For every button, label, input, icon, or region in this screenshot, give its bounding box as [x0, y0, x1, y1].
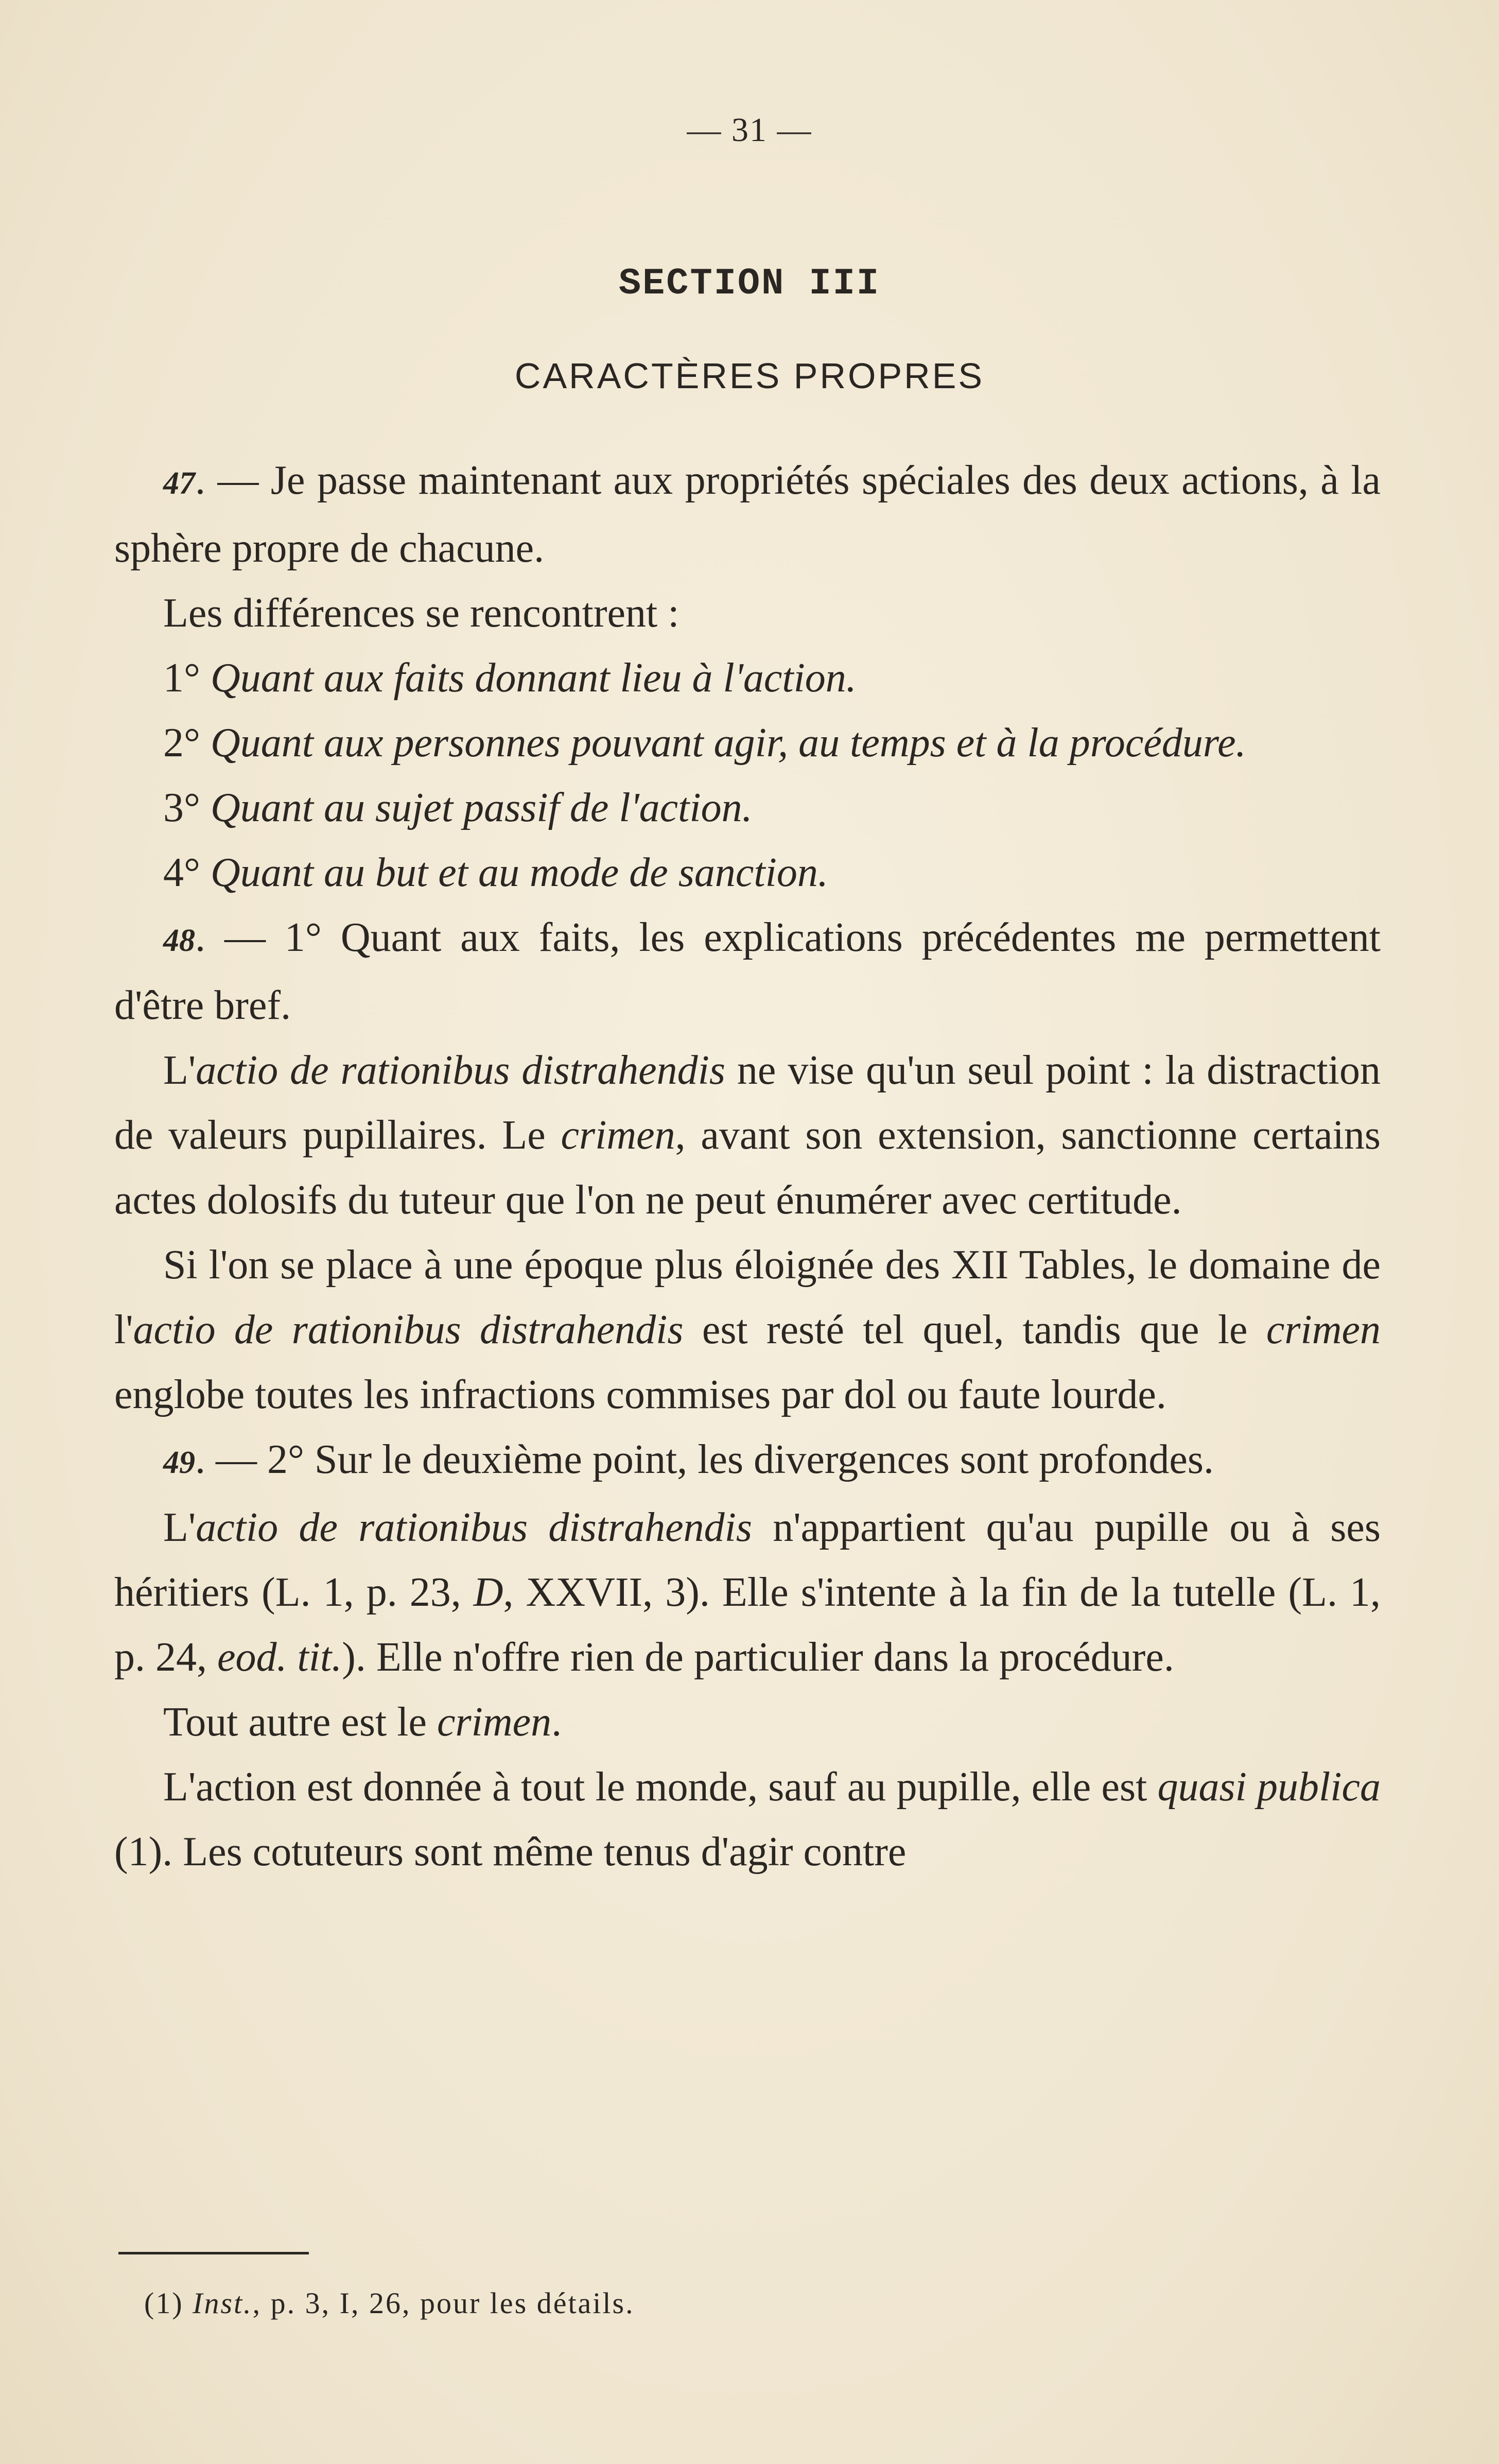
- list-number: 4°: [163, 850, 200, 895]
- list-item-1: [114, 646, 1381, 710]
- italic-run: actio de rationibus distrahendis: [196, 1505, 752, 1550]
- list-item-2: [114, 710, 1381, 775]
- text-run: , avant son extension, sanctionne certains actes dolosifs du tuteur que l'on ne peut énumérer avec certitude.: [114, 1113, 1381, 1223]
- text-run: (1). Les cotuteurs sont même tenus d'agir contre: [114, 1829, 907, 1875]
- list-text: Quant au but et au mode de sanction.: [211, 850, 828, 895]
- paragraph-differences: [114, 581, 1381, 646]
- italic-run: actio de rationibus distrahendis: [133, 1307, 684, 1352]
- list-number: 1°: [163, 655, 200, 701]
- page-number: — 31 —: [687, 111, 812, 149]
- text-run: ). Elle n'offre rien de particulier dans la procédure.: [342, 1635, 1174, 1680]
- list-number: 3°: [163, 785, 200, 830]
- italic-run: quasi publica: [1157, 1764, 1381, 1810]
- paragraph-text: . — Je passe maintenant aux propriétés spéciales des deux actions, à la sphère propre de chacune.: [114, 458, 1381, 571]
- text-run: englobe toutes les infractions commises par dol ou faute lourde.: [114, 1372, 1166, 1417]
- list-item-4: [114, 840, 1381, 905]
- paragraph-action: [114, 1755, 1381, 1884]
- paragraph-text: . — 2° Sur le deuxième point, les divergences sont profondes.: [195, 1437, 1214, 1482]
- paragraph-si: [114, 1233, 1381, 1427]
- paragraph-49: [114, 1427, 1381, 1495]
- italic-run: actio de rationibus distrahendis: [196, 1048, 725, 1093]
- list-number: 2°: [163, 720, 200, 766]
- italic-run: crimen: [561, 1113, 675, 1158]
- paragraph-tout: [114, 1690, 1381, 1755]
- section-title: SECTION III: [618, 263, 881, 305]
- paragraph-number: 47: [163, 466, 195, 501]
- paragraph-number: 48: [163, 923, 195, 958]
- italic-run: crimen: [437, 1699, 552, 1745]
- body-text: [114, 448, 1381, 1884]
- text-run: , p. 3, I, 26, pour les détails.: [252, 2286, 635, 2320]
- italic-run: eod. tit.: [217, 1635, 342, 1680]
- text-run: n'appartient qu'au pupille ou à ses héritiers (L. 1, p. 23,: [114, 1505, 1381, 1615]
- footnote-divider: [118, 2252, 309, 2254]
- text-run: (1): [144, 2286, 193, 2320]
- paragraph-text: . — 1° Quant aux faits, les explications précédentes me permettent d'être bref.: [114, 915, 1381, 1028]
- paragraph-text: Les différences se rencontrent :: [163, 591, 679, 636]
- text-run: L'action est donnée à tout le monde, sauf au pupille, elle est: [163, 1764, 1158, 1810]
- list-text: Quant au sujet passif de l'action.: [211, 785, 753, 830]
- italic-run: crimen: [1266, 1307, 1381, 1352]
- paragraph-48: [114, 905, 1381, 1038]
- text-run: L': [163, 1505, 196, 1550]
- paragraph-actio-1: [114, 1038, 1381, 1233]
- text-run: L': [163, 1048, 196, 1093]
- text-run: Si l'on se place à une époque plus éloignée des XII Tables, le domaine de l': [114, 1242, 1381, 1352]
- list-item-3: [114, 775, 1381, 840]
- text-run: est resté tel quel, tandis que le: [683, 1307, 1266, 1352]
- italic-run: D: [473, 1570, 503, 1615]
- list-text: Quant aux faits donnant lieu à l'action.: [211, 655, 857, 701]
- paragraph-number: 49: [163, 1445, 195, 1480]
- text-run: .: [551, 1699, 562, 1745]
- paragraph-actio-2: [114, 1495, 1381, 1690]
- text-run: ne vise qu'un seul point : la distraction de valeurs pupillaires. Le: [114, 1048, 1381, 1158]
- text-run: , XXVII, 3). Elle s'intente à la fin de la tutelle (L. 1, p. 24,: [114, 1570, 1381, 1680]
- paragraph-47: [114, 448, 1381, 581]
- italic-run: Inst.: [193, 2286, 253, 2320]
- section-subtitle: CARACTÈRES PROPRES: [514, 356, 985, 396]
- footnote: [144, 2286, 635, 2320]
- list-text: Quant aux personnes pouvant agir, au temps et à la procédure.: [211, 720, 1246, 766]
- text-run: Tout autre est le: [163, 1699, 437, 1745]
